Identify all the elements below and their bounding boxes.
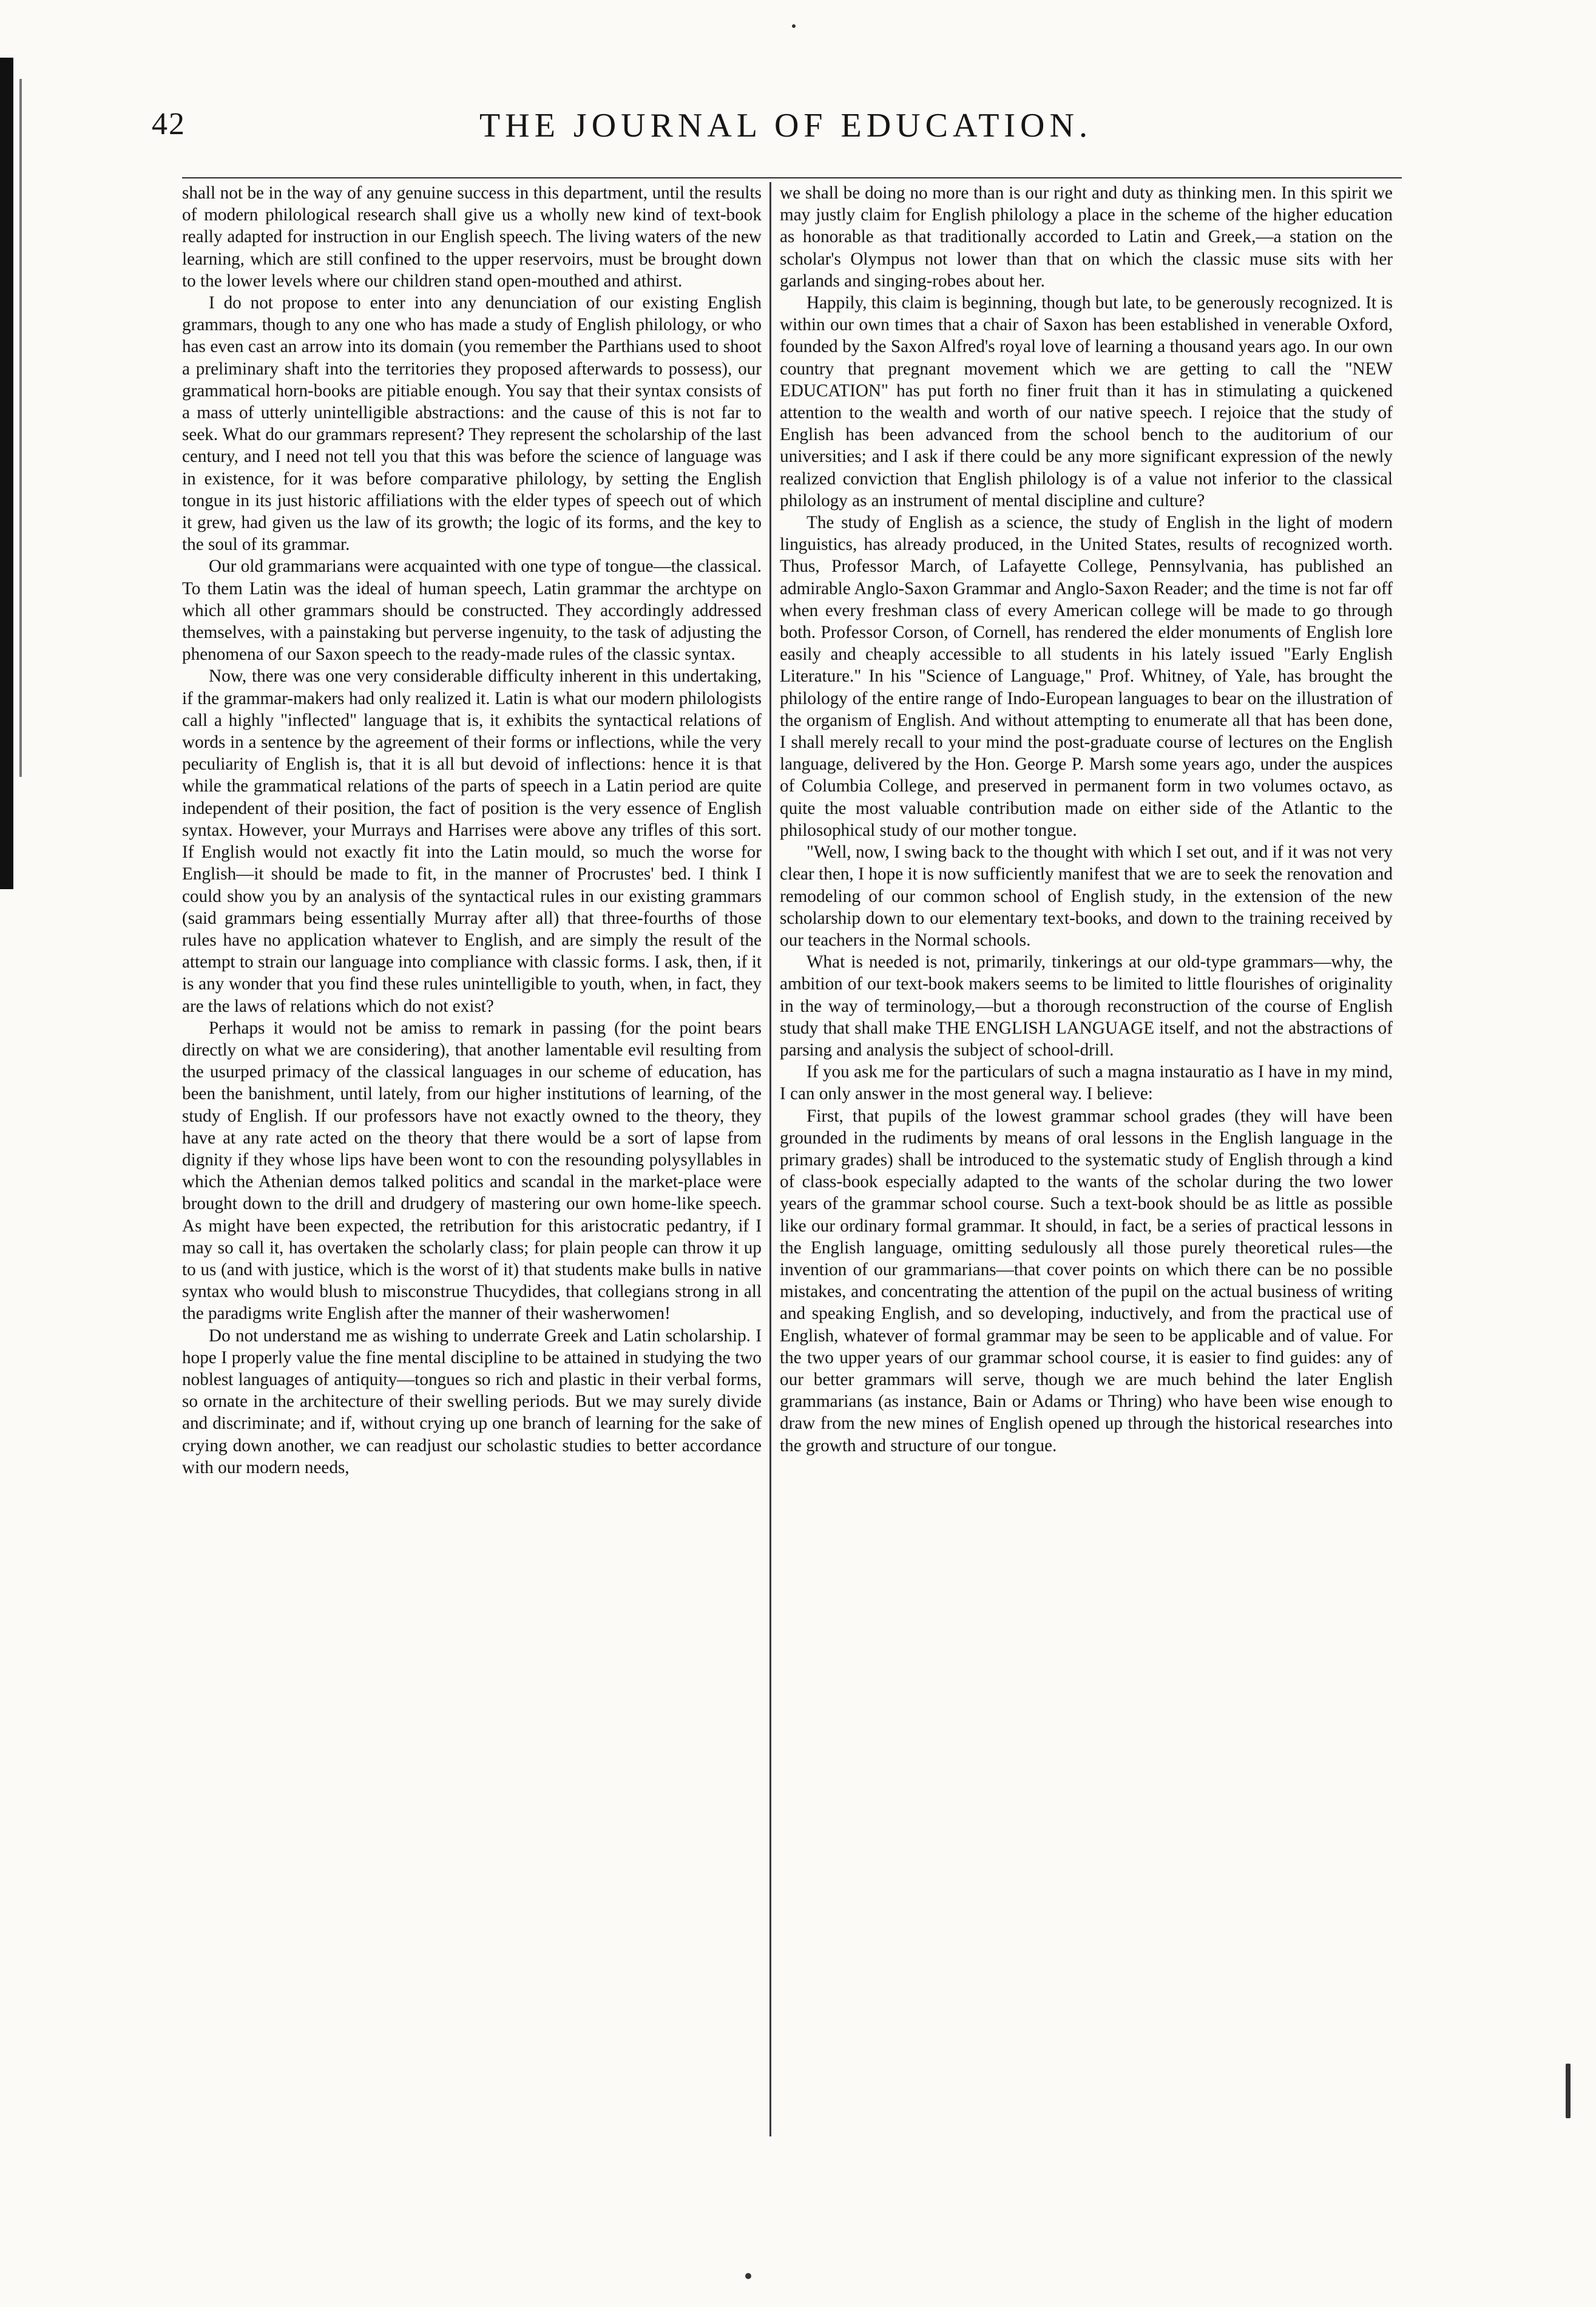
paragraph: we shall be doing no more than is our right and duty as thinking men. In this spirit we may justly claim for English philology a place in the scheme of the higher education as honorable as that traditionally accorded to Latin and Greek,—a station on the scholar's Olympus not lower than that on which the classic muse sits with her garlands and singing-robes about her. bbox=[780, 183, 1393, 291]
paragraph: Our old grammarians were acquainted with one type of tongue—the classical. To them Latin was the ideal of human speech, Latin grammar the archtype on which all other grammars should be constructed. They accordingly addressed themselves, with a painstaking but perverse ingenuity, to the task of adjusting the phenomena of our Saxon speech to the ready-made rules of the classic syntax. bbox=[182, 557, 762, 665]
left-column bbox=[182, 182, 762, 2161]
paragraph: First, that pupils of the lowest grammar school grades (they will have been grounded in the rudiments by means of oral lessons in the English language in the primary grades) shall be introduced to the systematic study of English through a kind of class-book especially adapted to the wants of the scholar during the two lower years of the grammar school course. Such a text-book should be as little as possible like our ordinary formal grammar. It should, in fact, be a series of practical lessons in the English language, omitting sedulously all those purely theoretical rules—the invention of our grammarians—that cover points on which there can be no possible mistakes, and concentrating the attention of the pupil on the actual business of writing and speaking English, and so developing, inductively, and from the practical use of English, whatever of formal grammar may be seen to be applicable and of value. For the two upper years of our grammar school course, it is easier to find guides: any of our better grammars will serve, though we are much behind the later English grammarians (as instance, Bain or Adams or Thring) who have been wise enough to draw from the new mines of English opened up through the historical researches into the growth and structure of our tongue. bbox=[780, 1106, 1393, 1455]
paragraph: Perhaps it would not be amiss to remark in passing (for the point bears directly on what we are considering), that another lamentable evil resulting from the usurped primacy of the classical languages in our scheme of education, has been the banishment, until lately, from our higher institutions of learning, of the study of English. If our professors have not exactly owned to the theory, they have at any rate acted on the theory that there would be a sort of lapse from dignity if they whose lips have been wont to con the resounding polysyllables in which the Athenian demos talked politics and scandal in the market-place were brought down to the drill and drudgery of mastering our own home-like speech. As might have been expected, the retribution for this aristocratic pedantry, if I may so call it, has overtaken the scholarly class; for plain people can throw it up to us (and with justice, which is the worst of it) that students make bulls in native syntax who would blush to misconstrue Thucydides, that collegians strong in all the paradigms write English after the manner of their washerwomen! bbox=[182, 1018, 762, 1324]
paragraph: Now, there was one very considerable difficulty inherent in this undertaking, if the grammar-makers had only realized it. Latin is what our modern philologists call a highly "inflected" language that is, it exhibits the syntactical relations of words in a sentence by the agreement of their forms or inflections, while the very peculiarity of English is, that it is all but devoid of inflections: hence it is that while the grammatical relations of the parts of speech in a Latin period are quite independent of their position, the fact of position is the very essence of English syntax. However, your Murrays and Harrises were above any trifles of this sort. If English would not exactly fit into the Latin mould, so much the worse for English—it should be made to fit, in the manner of Procrustes' bed. I think I could show you by an analysis of the syntactical rules in our existing grammars (said grammars being essentially Murray after all) that three-fourths of those rules have no application whatever to English, and are simply the result of the attempt to strain our language into compliance with classic forms. I ask, then, if it is any wonder that you find these rules unintelligible to youth, when, in fact, they are the laws of relations which do not exist? bbox=[182, 666, 762, 1016]
paragraph: The study of English as a science, the study of English in the light of modern linguistics, has already produced, in the United States, results of recognized worth. Thus, Professor March, of Lafayette College, Pennsylvania, has published an admirable Anglo-Saxon Grammar and Anglo-Saxon Reader; and the time is not far off when every freshman class of every American college will be made to go through both. Professor Corson, of Cornell, has rendered the elder monuments of English lore easily and cheaply accessible to all students in his lately issued "Early English Literature." In his "Science of Language," Prof. Whitney, of Yale, has brought the philology of the entire range of Indo-European languages to bear on the illustration of the organism of English. And without attempting to enumerate all that has been done, I shall merely recall to your mind the post-graduate course of lectures on the English language, delivered by the Hon. George P. Marsh some years ago, under the auspices of Columbia College, and preserved in permanent form in two volumes octavo, as quite the most valuable contribution made on either side of the Atlantic to the philosophical study of our mother tongue. bbox=[780, 513, 1393, 840]
column-divider bbox=[769, 182, 771, 2136]
scan-binding-shadow bbox=[19, 79, 22, 777]
right-column bbox=[780, 182, 1393, 2161]
scan-speck bbox=[745, 2273, 751, 2279]
paragraph: Happily, this claim is beginning, though but late, to be generously recognized. It is within our own times that a chair of Saxon has been established in venerable Oxford, founded by the Saxon Alfred's royal love of learning a thousand years ago. In our own country that pregnant movement which we are getting to call the "NEW EDUCATION" has put forth no finer fruit than it has in stimulating a quickened attention to the wealth and worth of our native speech. I rejoice that the study of English has been advanced from the school bench to the auditorium of our universities; and I ask if there could be any more significant expression of the newly realized conviction that English philology is of a value not inferior to the classical philology as an instrument of mental discipline and culture? bbox=[780, 293, 1393, 510]
scan-speck bbox=[1566, 2064, 1571, 2118]
scan-binding-edge bbox=[0, 58, 13, 889]
paragraph: I do not propose to enter into any denunciation of our existing English grammars, though to any one who has made a study of English philology, or who has even cast an arrow into its domain (you remember the Parthians used to shoot a preliminary shaft into the territories they proposed afterwards to possess), our grammatical horn-books are pitiable enough. You say that their syntax consists of a mass of utterly unintelligible abstractions: and the cause of this is not far to seek. What do our grammars represent? They represent the scholarship of the last century, and I need not tell you that this was before the science of language was in existence, for it was before comparative philology, by setting the English tongue in its just historic affiliations with the elder types of speech out of which it grew, had given us the law of its growth; the logic of its forms, and the key to the soul of its grammar. bbox=[182, 293, 762, 555]
running-header bbox=[152, 106, 1420, 149]
paragraph: If you ask me for the particulars of such a magna instauratio as I have in my mind, I can only answer in the most general way. I believe: bbox=[780, 1062, 1393, 1104]
paragraph: What is needed is not, primarily, tinkerings at our old-type grammars—why, the ambition of our text-book makers seems to be limited to little flourishes of originality in the way of terminology,—but a thorough reconstruction of the course of English study that shall make THE ENGLISH LANGUAGE itself, and not the abstractions of parsing and analysis the subject of school-drill. bbox=[780, 952, 1393, 1060]
scan-speck bbox=[792, 24, 796, 28]
paragraph: "Well, now, I swing back to the thought with which I set out, and if it was not very clear then, I hope it is now sufficiently manifest that we are to seek the renovation and remodeling of our common school of English study, in the extension of the new scholarship down to our elementary text-books, and down to the training received by our teachers in the Normal schools. bbox=[780, 842, 1393, 950]
journal-title: THE JOURNAL OF EDUCATION. bbox=[479, 107, 1092, 144]
paragraph: Do not understand me as wishing to underrate Greek and Latin scholarship. I hope I properly value the fine mental discipline to be attained in studying the two noblest languages of antiquity—tongues so rich and plastic in their verbal forms, so ornate in the architecture of their swelling periods. But we may surely divide and discriminate; and if, without crying up one branch of learning for the sake of crying down another, we can readjust our scholastic studies to better accordance with our modern needs, bbox=[182, 1326, 762, 1477]
paragraph: shall not be in the way of any genuine success in this department, until the results of modern philological research shall give us a wholly new kind of text-book really adapted for instruction in our English speech. The living waters of the new learning, which are still confined to the upper reservoirs, must be brought down to the lower levels where our children stand open-mouthed and athirst. bbox=[182, 183, 762, 291]
header-rule bbox=[182, 177, 1402, 178]
page-number: 42 bbox=[152, 107, 186, 141]
